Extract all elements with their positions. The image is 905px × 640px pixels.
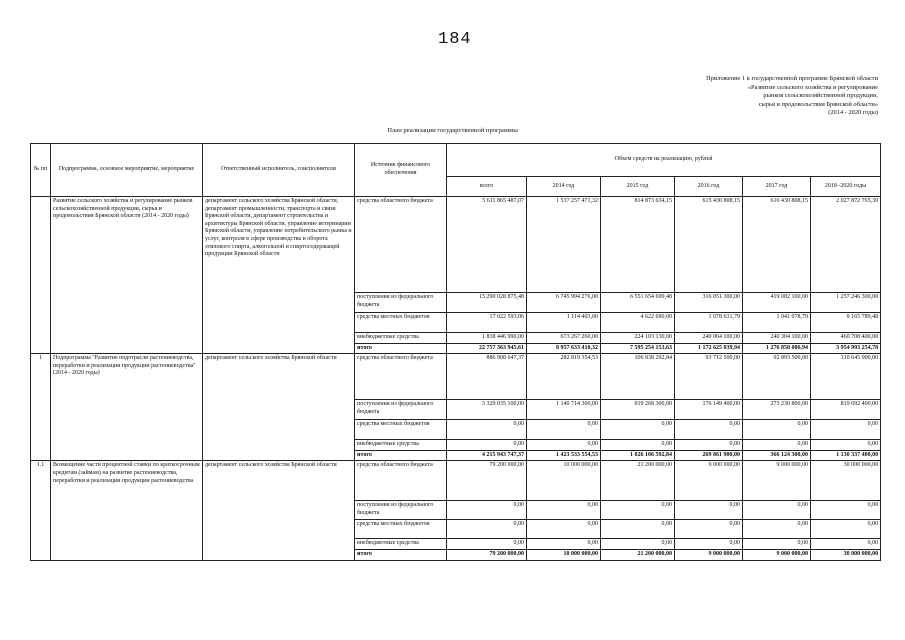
amount-cell: 0,00 (447, 501, 527, 520)
amount-cell: 1 140 714 300,00 (527, 400, 601, 420)
amount-cell: 4 622 690,00 (601, 313, 675, 333)
appendix-line: (2014 - 2020 годы) (828, 109, 878, 117)
amount-cell: 1 114 403,00 (527, 313, 601, 333)
funding-source: средства областного бюджета (355, 354, 447, 400)
amount-cell: 93 712 500,00 (675, 354, 743, 400)
header-col-2014: 2014 год (527, 177, 601, 197)
amount-cell: 615 430 808,15 (675, 197, 743, 293)
amount-cell: 15 290 028 875,48 (447, 293, 527, 313)
header-num: № пп (31, 144, 51, 197)
amount-cell: 0,00 (675, 520, 743, 539)
header-source: Источник финансового обеспечения (355, 144, 447, 197)
header-col-2017: 2017 год (743, 177, 811, 197)
funding-source: поступления из федерального бюджета (355, 293, 447, 313)
amount-cell: 616 430 808,15 (743, 197, 811, 293)
amount-cell: 0,00 (811, 539, 881, 550)
amount-cell: 1 078 631,79 (675, 313, 743, 333)
table-row (31, 197, 881, 293)
plan-table (30, 143, 881, 561)
executor-name: департамент сельского хозяйства Брянской области (203, 461, 355, 560)
header-col-2016: 2016 год (675, 177, 743, 197)
funding-source: внебюджетные средства (355, 539, 447, 550)
amount-cell: 224 103 130,00 (601, 333, 675, 344)
amount-cell: 240 304 100,00 (743, 333, 811, 344)
amount-cell: 9 000 000,00 (743, 461, 811, 501)
funding-source: внебюджетные средства (355, 333, 447, 344)
amount-cell: 6 551 654 699,48 (601, 293, 675, 313)
amount-cell: 0,00 (601, 539, 675, 550)
subprogram-name: Возмещение части процентной ставки по краткосрочным кредитам (займам) на развитие растениеводства, переработки и реализации продукции растениеводства (51, 461, 203, 560)
appendix-line: Приложение 1 к государственной программе Брянской области (706, 75, 878, 82)
funding-source: итого (355, 549, 447, 560)
amount-cell: 106 838 292,84 (601, 354, 675, 400)
funding-source: поступления из федерального бюджета (355, 501, 447, 520)
amount-cell: 0,00 (527, 420, 601, 440)
amount-cell: 21 200 000,00 (601, 461, 675, 501)
row-index: 1 (31, 354, 51, 461)
amount-cell: 1 257 246 300,00 (811, 293, 881, 313)
amount-cell: 919 268 300,00 (601, 400, 675, 420)
header-volume: Объем средств на реализацию, рублей (447, 144, 881, 177)
amount-cell: 1 423 533 554,53 (527, 450, 601, 461)
amount-cell: 0,00 (527, 539, 601, 550)
page-number: 184 (438, 30, 472, 49)
amount-cell: 0,00 (527, 520, 601, 539)
amount-cell: 0,00 (675, 501, 743, 520)
amount-cell: 6 745 994 276,00 (527, 293, 601, 313)
amount-cell: 3 329 035 100,00 (447, 400, 527, 420)
amount-cell: 1 276 858 086,94 (743, 343, 811, 354)
amount-cell: 0,00 (601, 420, 675, 440)
amount-cell: 79 200 000,00 (447, 549, 527, 560)
amount-cell: 30 000 000,00 (811, 461, 881, 501)
appendix-note (706, 75, 878, 118)
amount-cell: 0,00 (811, 440, 881, 451)
amount-cell: 0,00 (675, 420, 743, 440)
row-index (31, 197, 51, 354)
amount-cell: 0,00 (675, 440, 743, 451)
amount-cell: 10 000 000,00 (527, 549, 601, 560)
amount-cell: 4 215 943 747,37 (447, 450, 527, 461)
amount-cell: 8 957 633 410,32 (527, 343, 601, 354)
amount-cell: 5 611 865 487,07 (447, 197, 527, 293)
header-subprogram: Подпрограмма, основное мероприятие, мероприятие (51, 144, 203, 197)
executor-name: департамент сельского хозяйства Брянской области, департамент промышленности, транспорта и связи Брянской области, департамент строительства и архитектуры Брянской области, управление ветеринарии Брянской области, управление потребительского рынка и услуг, контроля в сфере производства и оборота этилового спирта, алкогольной и спиртосодержащей продукции Брянской области (203, 197, 355, 354)
amount-cell: 9 000 000,00 (675, 461, 743, 501)
amount-cell: 22 757 363 945,61 (447, 343, 527, 354)
amount-cell: 316 051 300,00 (675, 293, 743, 313)
amount-cell: 273 230 800,00 (743, 400, 811, 420)
amount-cell: 269 861 900,00 (675, 450, 743, 461)
amount-cell: 1 172 625 039,94 (675, 343, 743, 354)
amount-cell: 310 645 000,00 (811, 354, 881, 400)
plan-table-body (31, 197, 881, 561)
header-col-2018-2020: 2018 -2020 годы (811, 177, 881, 197)
amount-cell: 0,00 (447, 520, 527, 539)
header-executor: Ответственный исполнитель, соисполнители (203, 144, 355, 197)
amount-cell: 176 149 400,00 (675, 400, 743, 420)
amount-cell: 0,00 (675, 539, 743, 550)
amount-cell: 282 819 354,53 (527, 354, 601, 400)
amount-cell: 366 124 300,00 (743, 450, 811, 461)
appendix-line: «Развитие сельского хозяйства и регулирование (747, 83, 878, 91)
appendix-line: рынков сельскохозяйственной продукции, (763, 92, 878, 100)
amount-cell: 0,00 (811, 501, 881, 520)
amount-cell: 0,00 (743, 520, 811, 539)
funding-source: средства местных бюджетов (355, 420, 447, 440)
amount-cell: 1 130 337 400,00 (811, 450, 881, 461)
amount-cell: 886 908 647,37 (447, 354, 527, 400)
amount-cell: 0,00 (811, 420, 881, 440)
amount-cell: 1 838 446 990,00 (447, 333, 527, 344)
funding-source: средства местных бюджетов (355, 313, 447, 333)
funding-source: средства областного бюджета (355, 461, 447, 501)
amount-cell: 1 537 257 471,32 (527, 197, 601, 293)
amount-cell: 0,00 (743, 539, 811, 550)
amount-cell: 0,00 (743, 420, 811, 440)
amount-cell: 419 082 100,00 (743, 293, 811, 313)
appendix-line: сырья и продовольствия Брянской области» (758, 100, 878, 108)
amount-cell: 7 595 254 153,63 (601, 343, 675, 354)
amount-cell: 0,00 (527, 501, 601, 520)
subprogram-name: Подпрограмма "Развитие подотрасли растениеводства, переработки и реализации продукции растениеводства" (2014 - 2020 годы) (51, 354, 203, 461)
amount-cell: 0,00 (743, 501, 811, 520)
header-col-2015: 2015 год (601, 177, 675, 197)
plan-title: План реализации государственной программы (387, 127, 518, 134)
amount-cell: 0,00 (447, 539, 527, 550)
amount-cell: 819 692 400,00 (811, 400, 881, 420)
amount-cell: 17 022 593,06 (447, 313, 527, 333)
amount-cell: 0,00 (601, 501, 675, 520)
funding-source: поступления из федерального бюджета (355, 400, 447, 420)
amount-cell: 0,00 (447, 440, 527, 451)
amount-cell: 673 267 260,00 (527, 333, 601, 344)
amount-cell: 10 000 000,00 (527, 461, 601, 501)
amount-cell: 1 041 078,79 (743, 313, 811, 333)
amount-cell: 79 200 000,00 (447, 461, 527, 501)
funding-source: внебюджетные средства (355, 440, 447, 451)
executor-name: департамент сельского хозяйства Брянской области (203, 354, 355, 461)
amount-cell: 0,00 (447, 420, 527, 440)
amount-cell: 0,00 (601, 440, 675, 451)
amount-cell: 2 027 872 765,30 (811, 197, 881, 293)
amount-cell: 814 873 634,15 (601, 197, 675, 293)
amount-cell: 9 165 789,48 (811, 313, 881, 333)
amount-cell: 9 000 000,00 (743, 549, 811, 560)
amount-cell: 30 000 000,00 (811, 549, 881, 560)
amount-cell: 240 064 100,00 (675, 333, 743, 344)
subprogram-name: Развитие сельского хозяйства и регулирование рынков сельскохозяйственной продукции, сырья и продовольствия Брянской области (2014 - 2020 годы) (51, 197, 203, 354)
amount-cell: 92 893 500,00 (743, 354, 811, 400)
amount-cell: 0,00 (811, 520, 881, 539)
amount-cell: 21 200 000,00 (601, 549, 675, 560)
amount-cell: 1 026 106 592,84 (601, 450, 675, 461)
amount-cell: 0,00 (527, 440, 601, 451)
header-col-total: всего (447, 177, 527, 197)
table-row (31, 461, 881, 501)
funding-source: средства областного бюджета (355, 197, 447, 293)
amount-cell: 0,00 (601, 520, 675, 539)
amount-cell: 3 954 993 254,78 (811, 343, 881, 354)
amount-cell: 460 708 400,00 (811, 333, 881, 344)
amount-cell: 9 000 000,00 (675, 549, 743, 560)
funding-source: итого (355, 450, 447, 461)
amount-cell: 0,00 (743, 440, 811, 451)
table-row (31, 354, 881, 400)
row-index: 1.1 (31, 461, 51, 560)
funding-source: средства местных бюджетов (355, 520, 447, 539)
funding-source: итого (355, 343, 447, 354)
